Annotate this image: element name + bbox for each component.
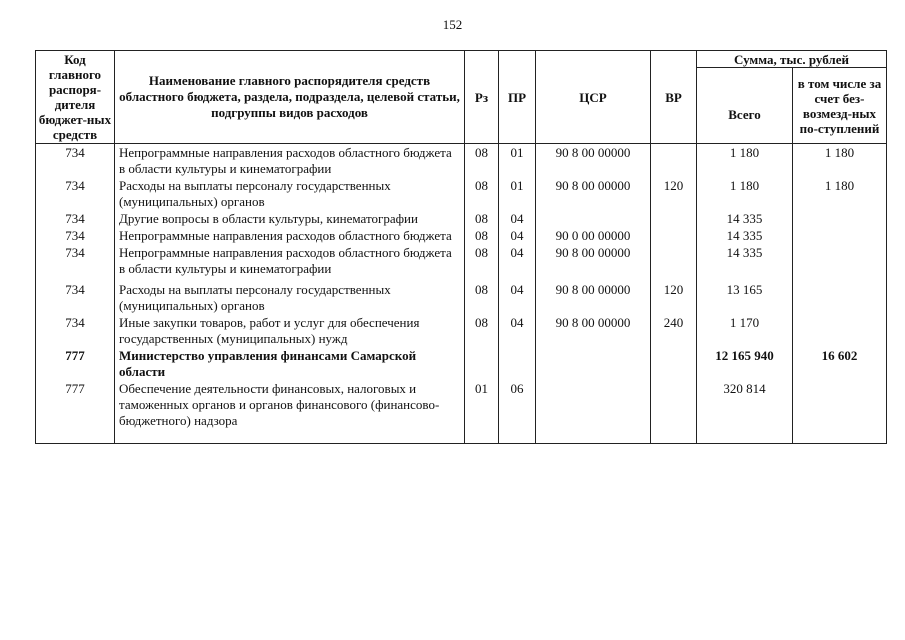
cell-free [793,314,887,347]
cell-rz: 08 [465,227,499,244]
cell-rz: 01 [465,380,499,444]
cell-rz: 08 [465,314,499,347]
cell-name: Непрограммные направления расходов областного бюджета в области культуры и кинематографии [115,144,465,178]
cell-free: 16 602 [793,347,887,380]
cell-free [793,380,887,444]
budget-table [35,50,887,444]
cell-free: 1 180 [793,177,887,210]
cell-vr: 240 [651,314,697,347]
cell-total: 14 335 [697,227,793,244]
cell-vr [651,380,697,444]
cell-code: 734 [36,227,115,244]
cell-pr: 01 [499,144,536,178]
cell-total: 13 165 [697,277,793,314]
cell-free [793,244,887,277]
cell-name: Непрограммные направления расходов областного бюджета [115,227,465,244]
cell-code: 734 [36,177,115,210]
cell-free [793,210,887,227]
cell-code: 734 [36,210,115,227]
cell-total: 14 335 [697,210,793,227]
table-row [36,347,887,380]
cell-vr: 120 [651,177,697,210]
table-row [36,277,887,314]
cell-total: 14 335 [697,244,793,277]
cell-name: Другие вопросы в области культуры, кинематографии [115,210,465,227]
cell-free [793,277,887,314]
cell-name: Министерство управления финансами Самарской области [115,347,465,380]
cell-csr: 90 8 00 00000 [536,277,651,314]
cell-csr [536,210,651,227]
cell-pr: 04 [499,227,536,244]
header-free: в том числе за счет без-возмезд-ных по-ступлений [793,68,887,144]
cell-name: Обеспечение деятельности финансовых, налоговых и таможенных органов и органов финансового (финансово-бюджетного) надзора [115,380,465,444]
cell-free [793,227,887,244]
cell-total: 1 180 [697,177,793,210]
cell-csr: 90 8 00 00000 [536,177,651,210]
cell-pr: 04 [499,244,536,277]
cell-rz: 08 [465,144,499,178]
cell-vr [651,227,697,244]
cell-pr [499,347,536,380]
cell-code: 734 [36,314,115,347]
table-row [36,144,887,178]
cell-name: Иные закупки товаров, работ и услуг для обеспечения государственных (муниципальных) нужд [115,314,465,347]
cell-code: 734 [36,244,115,277]
cell-vr [651,210,697,227]
table-row [36,210,887,227]
cell-csr: 90 8 00 00000 [536,244,651,277]
cell-total: 320 814 [697,380,793,444]
header-vr: ВР [651,51,697,144]
table-row [36,227,887,244]
cell-pr: 06 [499,380,536,444]
cell-code: 734 [36,144,115,178]
cell-rz: 08 [465,177,499,210]
cell-pr: 04 [499,314,536,347]
table-row [36,244,887,277]
cell-name: Расходы на выплаты персоналу государственных (муниципальных) органов [115,177,465,210]
header-total: Всего [697,68,793,144]
cell-total: 1 170 [697,314,793,347]
cell-vr: 120 [651,277,697,314]
header-pr: ПР [499,51,536,144]
table-row [36,380,887,444]
cell-vr [651,144,697,178]
cell-pr: 01 [499,177,536,210]
cell-csr [536,347,651,380]
cell-rz: 08 [465,277,499,314]
cell-csr: 90 0 00 00000 [536,227,651,244]
cell-name: Непрограммные направления расходов областного бюджета в области культуры и кинематографии [115,244,465,277]
header-name: Наименование главного распорядителя средств областного бюджета, раздела, подраздела, целевой статьи, подгруппы видов расходов [115,51,465,144]
cell-pr: 04 [499,210,536,227]
table-row [36,177,887,210]
cell-csr: 90 8 00 00000 [536,314,651,347]
cell-pr: 04 [499,277,536,314]
header-sum-group: Сумма, тыс. рублей [697,51,887,68]
header-rz: Рз [465,51,499,144]
cell-total: 12 165 940 [697,347,793,380]
cell-rz: 08 [465,244,499,277]
cell-csr [536,380,651,444]
cell-rz [465,347,499,380]
cell-code: 734 [36,277,115,314]
cell-csr: 90 8 00 00000 [536,144,651,178]
cell-vr [651,347,697,380]
cell-free: 1 180 [793,144,887,178]
cell-total: 1 180 [697,144,793,178]
cell-code: 777 [36,347,115,380]
cell-rz: 08 [465,210,499,227]
table-row [36,314,887,347]
cell-vr [651,244,697,277]
header-csr: ЦСР [536,51,651,144]
header-code: Код главного распоря-дителя бюджет-ных средств [36,51,115,144]
cell-name: Расходы на выплаты персоналу государственных (муниципальных) органов [115,277,465,314]
cell-code: 777 [36,380,115,444]
page-number: 152 [442,17,463,32]
